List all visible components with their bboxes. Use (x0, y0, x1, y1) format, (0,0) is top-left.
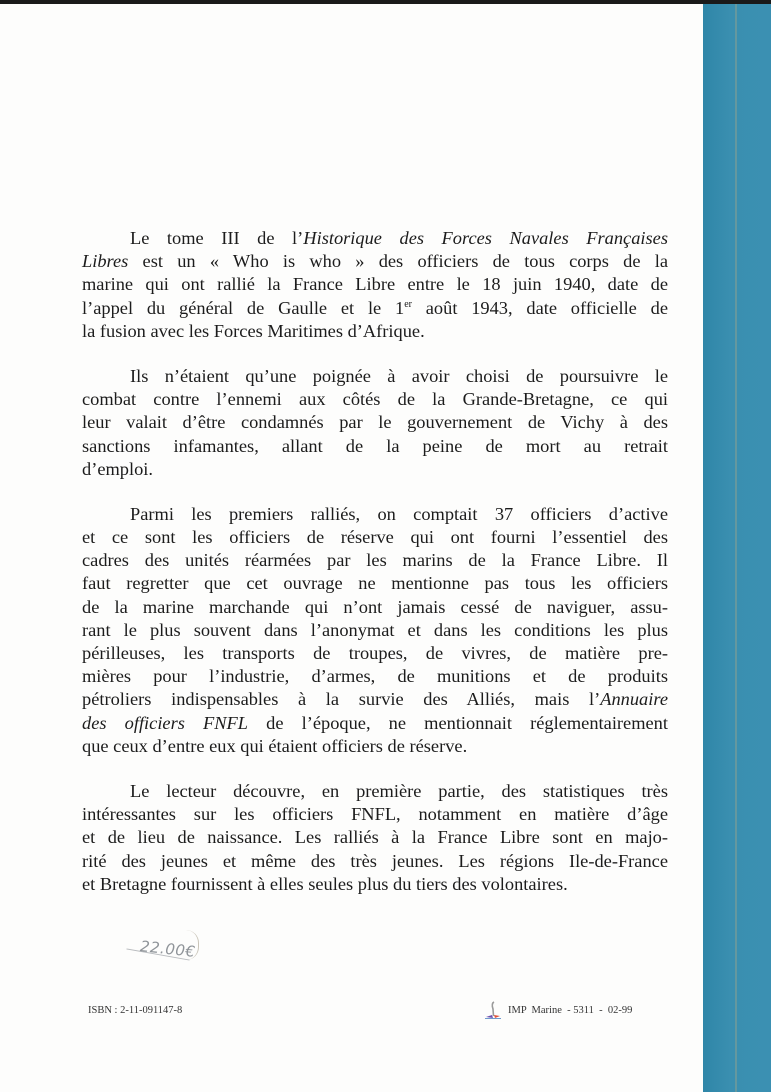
text-run: que ceux d’entre eux qui étaient officiers de réserve. (82, 735, 468, 756)
blurb-line (82, 619, 668, 642)
blurb-line (82, 712, 668, 735)
text-run: faut regretter que cet ouvrage ne mentionne pas tous les officiers (82, 573, 668, 594)
blurb-line (82, 388, 668, 411)
blurb-text (82, 227, 668, 918)
text-run: la fusion avec les Forces Maritimes d’Afrique. (82, 320, 425, 341)
italic-title-run: Annuaire (600, 689, 668, 710)
blurb-line (82, 572, 668, 595)
blurb-line (82, 850, 668, 873)
blurb-line (82, 526, 668, 549)
text-run: Ils n’étaient qu’une poignée à avoir choisi de poursuivre le (130, 365, 668, 386)
text-run: et Bretagne fournissent à elles seules plus du tiers des volontaires. (82, 873, 568, 894)
text-run: Parmi les premiers ralliés, on comptait 37 officiers d’active (130, 503, 668, 524)
text-run: de la marine marchande qui n’ont jamais cessé de naviguer, assu- (82, 596, 668, 617)
blurb-line (82, 250, 668, 273)
text-run: combat contre l’ennemi aux côtés de la Grande-Bretagne, ce qui (82, 389, 668, 410)
italic-title-run: Libres (82, 251, 129, 272)
blue-spine-strip (703, 4, 771, 1092)
blurb-line (82, 365, 668, 388)
text-run: Le lecteur découvre, en première partie, des statistiques très (130, 780, 668, 801)
text-run: d’emploi. (82, 458, 153, 479)
blurb-line (82, 596, 668, 619)
blurb-line (82, 688, 668, 711)
text-run: rant le plus souvent dans l’anonymat et dans les conditions les plus (82, 619, 668, 640)
text-run: de l’époque, ne mentionnait réglementairement (248, 712, 668, 733)
isbn: ISBN : 2-11-091147-8 (88, 1005, 183, 1016)
italic-title-run: Historique des Forces Navales Françaises (303, 228, 668, 248)
blurb-line (82, 665, 668, 688)
imp-marine-logo-icon (483, 1000, 503, 1020)
imprint (483, 1000, 632, 1020)
text-run: périlleuses, les transports de troupes, de vivres, de matière pre- (82, 643, 668, 663)
text-run: et ce sont les officiers de réserve qui ont fourni l’essentiel des (82, 527, 668, 548)
blurb-line (82, 503, 668, 526)
blurb-line (82, 273, 668, 296)
text-run: cadres des unités réarmées par les marins de la France Libre. Il (82, 550, 668, 571)
text-run: sanctions infamantes, allant de la peine de mort au retrait (82, 435, 668, 456)
price-sticker: 22.00€ (139, 937, 197, 961)
text-run: marine qui ont rallié la France Libre entre le 18 juin 1940, date de (82, 274, 668, 295)
blurb-line (82, 320, 668, 343)
blurb-line (82, 227, 668, 250)
text-run: rité des jeunes et même des très jeunes. Les régions Ile-de-France (82, 850, 668, 871)
text-run: est un « Who is who » des officiers de tous corps de la (128, 251, 668, 272)
imprint-text: IMP Marine - 5311 - 02-99 (508, 1004, 633, 1016)
text-run: pétroliers indispensables à la survie des Alliés, mais l’ (82, 689, 601, 710)
blurb-line (82, 803, 668, 826)
blurb-line (82, 780, 668, 803)
spine-fold-line (735, 4, 737, 1092)
blurb-line (82, 873, 668, 896)
text-run: leur valait d’être condamnés par le gouvernement de Vichy à des (82, 412, 668, 433)
blurb-paragraph (82, 365, 668, 481)
text-run: l’appel du général de Gaulle et le 1 (82, 297, 405, 318)
blurb-line (82, 549, 668, 572)
blurb-line (82, 435, 668, 458)
ordinal-superscript: er (404, 298, 412, 310)
blurb-line (82, 826, 668, 849)
top-edge-band (0, 0, 771, 4)
blurb-paragraph (82, 780, 668, 896)
blurb-line (82, 458, 668, 481)
text-run: Le tome III de l’ (130, 228, 304, 248)
blurb-paragraph (82, 503, 668, 758)
italic-title-run: des officiers FNFL (82, 712, 248, 733)
blurb-line (82, 411, 668, 434)
text-run: mières pour l’industrie, d’armes, de munitions et de produits (82, 666, 668, 687)
text-run: et de lieu de naissance. Les ralliés à la France Libre sont en majo- (82, 827, 668, 848)
blurb-line (82, 642, 668, 665)
text-run: août 1943, date officielle de (411, 297, 668, 318)
blurb-line (82, 735, 668, 758)
blurb-line (82, 297, 668, 320)
blurb-paragraph (82, 227, 668, 343)
text-run: intéressantes sur les officiers FNFL, notamment en matière d’âge (82, 804, 668, 825)
